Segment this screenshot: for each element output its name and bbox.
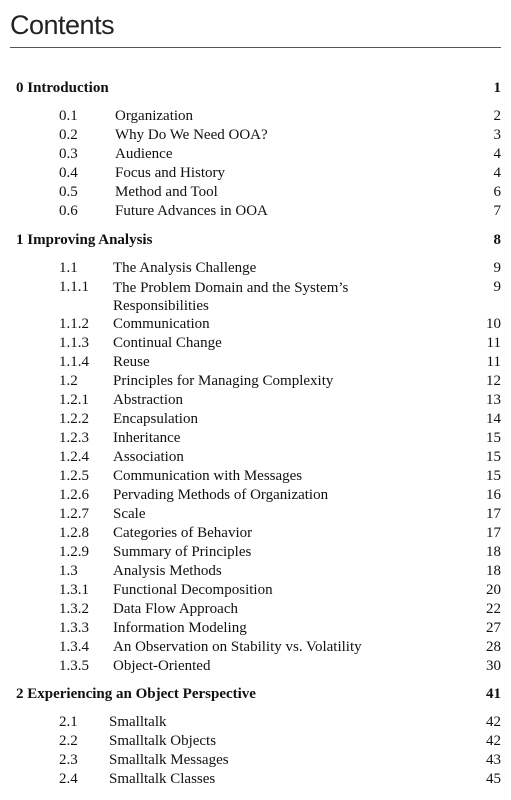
section-title: Inheritance: [113, 430, 181, 446]
page-number: 13: [486, 392, 501, 408]
section-number: 2.2: [59, 733, 78, 749]
section-title: Scale: [113, 506, 146, 522]
page-number: 14: [486, 411, 501, 427]
page-number: 4: [493, 146, 501, 162]
section-number: 1.2.8: [59, 525, 89, 541]
section-number: 1.3.1: [59, 582, 89, 598]
section-title: Smalltalk Classes: [109, 771, 216, 787]
page-number: 2: [493, 108, 501, 124]
section-number: 2.3: [59, 752, 78, 768]
section-number: 2.1: [59, 714, 78, 730]
section-number: 0.5: [59, 184, 78, 200]
page-number: 11: [486, 354, 501, 370]
section-title: Continual Change: [113, 335, 222, 351]
section-title: Categories of Behavior: [113, 525, 253, 541]
chapter-title: 1 Improving Analysis: [16, 232, 153, 248]
section-title: Audience: [115, 146, 173, 162]
section-title: Communication: [113, 316, 210, 332]
section-number: 1.1.1: [59, 279, 89, 295]
section-title: Focus and History: [115, 165, 225, 181]
section-number: 1.1.4: [59, 354, 89, 370]
section-number: 1.1: [59, 260, 78, 276]
page-number: 41: [486, 686, 501, 702]
section-number: 1.2.9: [59, 544, 89, 560]
page-number: 10: [486, 316, 501, 332]
section-number: 1.3.3: [59, 620, 89, 636]
page-number: 18: [486, 544, 501, 560]
page-number: 9: [493, 279, 501, 295]
section-number: 0.1: [59, 108, 78, 124]
page-number: 42: [486, 733, 501, 749]
page-number: 1: [493, 80, 501, 96]
page-number: 22: [486, 601, 501, 617]
section-title: Principles for Managing Complexity: [113, 373, 334, 389]
page-number: 9: [493, 260, 501, 276]
section-title: Object-Oriented: [113, 658, 211, 674]
section-title: Analysis Methods: [113, 563, 222, 579]
page-number: 3: [493, 127, 501, 143]
section-title: Summary of Principles: [113, 544, 252, 560]
chapter-title: 0 Introduction: [16, 80, 109, 96]
page-number: 20: [486, 582, 501, 598]
page-number: 4: [493, 165, 501, 181]
page-number: 17: [486, 525, 501, 541]
page-number: 45: [486, 771, 501, 787]
section-title: Association: [113, 449, 184, 465]
section-title: Smalltalk Messages: [109, 752, 229, 768]
section-title: The Problem Domain and the System’s Responsibilities: [113, 280, 349, 314]
page-number: 18: [486, 563, 501, 579]
section-title: Abstraction: [113, 392, 183, 408]
section-number: 0.4: [59, 165, 78, 181]
page-number: 17: [486, 506, 501, 522]
page-number: 7: [493, 203, 501, 219]
page-number: 28: [486, 639, 501, 655]
section-title: Reuse: [113, 354, 150, 370]
section-number: 1.2: [59, 373, 78, 389]
page-number: 12: [486, 373, 501, 389]
section-title: Encapsulation: [113, 411, 198, 427]
page-number: 30: [486, 658, 501, 674]
chapter-title: 2 Experiencing an Object Perspective: [16, 686, 256, 702]
page-number: 27: [486, 620, 501, 636]
section-title: Organization: [115, 108, 194, 124]
page-number: 6: [493, 184, 501, 200]
section-number: 0.2: [59, 127, 78, 143]
section-title: Communication with Messages: [113, 468, 303, 484]
section-title: Information Modeling: [113, 620, 247, 636]
section-number: 2.4: [59, 771, 78, 787]
section-title: Smalltalk: [109, 714, 167, 730]
page-number: 11: [486, 335, 501, 351]
page-title: Contents: [10, 10, 115, 40]
section-title: Why Do We Need OOA?: [115, 127, 268, 143]
section-title: Functional Decomposition: [113, 582, 273, 598]
section-title: Pervading Methods of Organization: [113, 487, 329, 503]
section-number: 1.2.2: [59, 411, 89, 427]
section-title: Data Flow Approach: [113, 601, 238, 617]
section-title: Method and Tool: [115, 184, 218, 200]
page-number: 15: [486, 468, 501, 484]
section-number: 1.1.3: [59, 335, 89, 351]
title-rule: [10, 47, 501, 48]
section-number: 0.6: [59, 203, 78, 219]
page-number: 15: [486, 430, 501, 446]
section-number: 1.2.7: [59, 506, 89, 522]
section-title: Smalltalk Objects: [109, 733, 217, 749]
section-number: 1.2.5: [59, 468, 89, 484]
page-number: 15: [486, 449, 501, 465]
page-number: 8: [493, 232, 501, 248]
section-title: Future Advances in OOA: [115, 203, 268, 219]
section-number: 1.3.4: [59, 639, 89, 655]
section-number: 1.2.3: [59, 430, 89, 446]
section-title: An Observation on Stability vs. Volatility: [113, 639, 362, 655]
section-number: 1.2.1: [59, 392, 89, 408]
page-number: 43: [486, 752, 501, 768]
page-number: 42: [486, 714, 501, 730]
section-number: 1.3.5: [59, 658, 89, 674]
section-number: 1.3.2: [59, 601, 89, 617]
section-number: 1.2.4: [59, 449, 89, 465]
section-number: 1.3: [59, 563, 78, 579]
section-number: 1.1.2: [59, 316, 89, 332]
section-title: The Analysis Challenge: [113, 260, 257, 276]
page-number: 16: [486, 487, 501, 503]
section-number: 0.3: [59, 146, 78, 162]
section-number: 1.2.6: [59, 487, 89, 503]
